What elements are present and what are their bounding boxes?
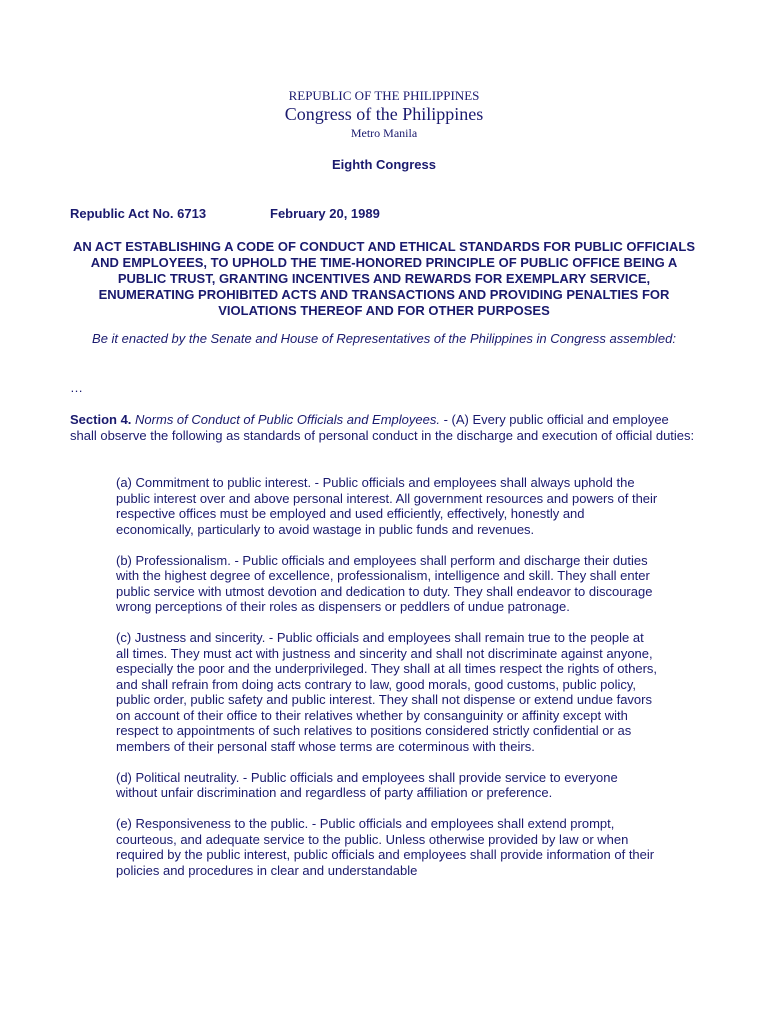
republic-heading: REPUBLIC OF THE PHILIPPINES — [288, 88, 480, 103]
list-item: (b) Professionalism. - Public officials and employees shall perform and discharge their duties with the highest degree of excellence, professionalism, intelligence and skill. They shall enter public service with utmost devotion and dedication to duty. They shall endeavor to discourage wrong perceptions of their roles as dispensers or peddlers of undue patronage. — [116, 552, 653, 614]
act-title: AN ACT ESTABLISHING A CODE OF CONDUCT AND ETHICAL STANDARDS FOR PUBLIC OFFICIALS AND EMPLOYEES, TO UPHOLD THE TIME-HONORED PRINCIPLE OF PUBLIC OFFICE BEING A PUBLIC TRUST, GRANTING INCENTIVES AND REWARDS FOR EXEMPLARY SERVICE, ENUMERATING PROHIBITED ACTS AND TRANSACTIONS AND PROVIDING PENALTIES FOR VIOLATIONS THEREOF AND FOR OTHER PURPOSES — [72, 239, 696, 318]
list-item: (a) Commitment to public interest. - Public officials and employees shall always uphold the public interest over and above personal interest. All government resources and powers of their respective offices must be employed and used efficiently, effectively, honestly and economically, particularly to avoid wastage in public funds and revenues. — [116, 475, 658, 537]
location-heading: Metro Manila — [350, 126, 418, 140]
enacting-clause: Be it enacted by the Senate and House of Representatives of the Philippines in Congress assembled: — [92, 331, 676, 346]
act-date: February 20, 1989 — [270, 206, 380, 221]
list-item: (c) Justness and sincerity. - Public officials and employees shall remain true to the people at all times. They must act with justness and sincerity and shall not discriminate against anyone, especially the poor and the underprivileged. They shall at all times respect the rights of others, and shall refrain from doing acts contrary to law, good morals, good customs, public policy, public order, public safety and public interest. They shall not dispense or extend undue favors on account of their office to their relatives whether by consanguinity or affinity except with respect to appointments of such relatives to positions considered strictly confidential or as members of their personal staff whose terms are coterminous with theirs. — [116, 630, 658, 754]
session-heading: Eighth Congress — [331, 157, 436, 172]
section-heading: Norms of Conduct of Public Officials and Employees. — [135, 412, 440, 427]
ellipsis: … — [70, 380, 83, 395]
list-item: (d) Political neutrality. - Public officials and employees shall provide service to everyone without unfair discrimination and regardless of party affiliation or preference. — [116, 769, 618, 800]
congress-heading: Congress of the Philippines — [284, 104, 484, 124]
act-number: Republic Act No. 6713 — [70, 206, 207, 221]
section-label: Section 4. — [70, 412, 132, 427]
list-item: (e) Responsiveness to the public. - Public officials and employees shall extend prompt, courteous, and adequate service to the public. Unless otherwise provided by law or when required by the public interest, public officials and employees shall provide information of their policies and procedures in clear and understandable — [116, 816, 655, 878]
section-4-items — [116, 475, 658, 894]
section-4-intro — [70, 412, 698, 443]
act-line — [70, 206, 380, 221]
section-intro-text: - (A) Every public official and employee shall observe the following as standards of personal conduct in the discharge and execution of official duties: — [70, 412, 695, 443]
